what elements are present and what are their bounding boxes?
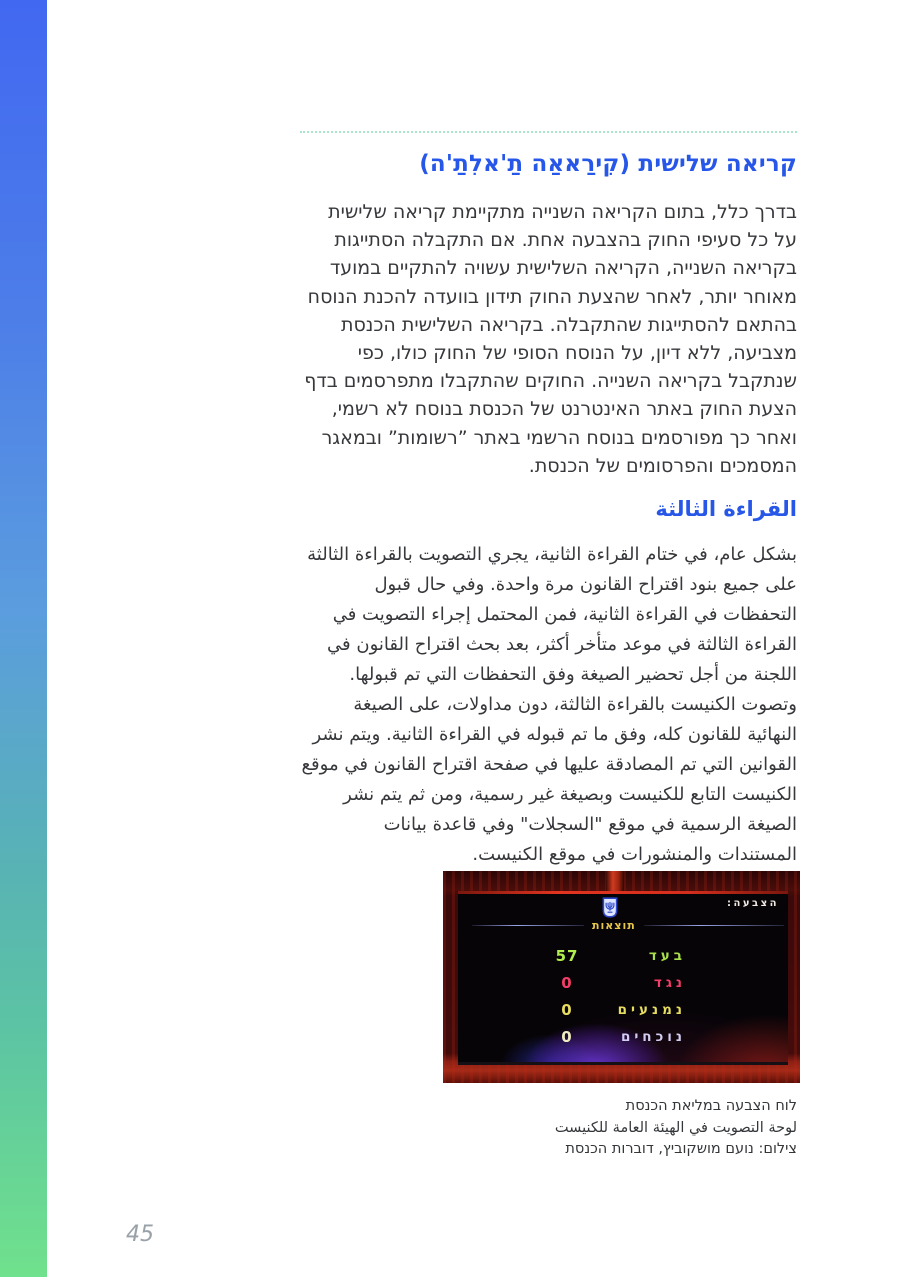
caption-line-hebrew: לוח הצבעה במליאת הכנסת xyxy=(625,1098,797,1114)
result-value-abstain: 0 xyxy=(561,1001,573,1019)
photo-red-pole xyxy=(606,871,624,893)
result-label-for: בעד xyxy=(648,948,686,964)
result-label-present: נוכחים xyxy=(620,1029,686,1045)
gradient-accent-bar xyxy=(0,0,47,1277)
result-label-abstain: נמנעים xyxy=(617,1002,686,1018)
results-line-left xyxy=(472,925,584,926)
arabic-section-heading: القراءة الثالثة xyxy=(655,497,797,521)
voting-board-screen xyxy=(458,891,788,1065)
vote-header-label: הצבעה: xyxy=(726,898,779,909)
results-title: תוצאות xyxy=(592,918,636,932)
hebrew-paragraph: בדרך כלל, בתום הקריאה השנייה מתקיימת קריאה שלישית על כל סעיפי החוק בהצבעה אחת. אם התקבלה הסתייגות בקריאה השנייה, הקריאה השלישית עשויה להתקיים במועד מאוחר יותר, לאחר שהצעת החוק תידון בוועדה להכנת הנוסח בהתאם להסתייגות שהתקבלה. בקריאה השלישית הכנסת מצביעה, ללא דיון, על הנוסח הסופי של החוק כולו, כפי שנתקבל בקריאה השנייה. החוקים שהתקבלו מתפרסמים בדף הצעת החוק באתר האינטרנט של הכנסת בנוסח לא רשמי, ואחר כך מפורסמים בנוסח הרשמי באתר ”רשומות” ובמאגר המסמכים והפרסומים של הכנסת. xyxy=(304,201,797,477)
results-title-row xyxy=(472,918,784,932)
results-line-right xyxy=(644,925,784,926)
dotted-separator xyxy=(300,131,797,133)
arabic-paragraph: بشكل عام، في ختام القراءة الثانية، يجري التصويت بالقراءة الثالثة على جميع بنود اقتراح القانون مرة واحدة. وفي حال قبول التحفظات في القراءة الثانية، فمن المحتمل إجراء التصويت في القراءة الثالثة في موعد متأخر أكثر، بعد بحث اقتراح القانون في اللجنة من أجل تحضير الصيغة وفق التحفظات التي تم قبولها. وتصوت الكنيست بالقراءة الثالثة، دون مداولات، على الصيغة النهائية للقانون كله، وفق ما تم قبوله في القراءة الثانية. ويتم نشر القوانين التي تم المصادقة عليها في صفحة اقتراح القانون في موقع الكنيست التابع للكنيست وبصيغة غير رسمية، ومن ثم يتم نشر الصيغة الرسمية في موقع "السجلات" وفي قاعدة بيانات المستندات والمنشورات في موقع الكنيست. xyxy=(301,544,797,865)
result-label-against: נגד xyxy=(653,975,686,991)
screen-top-stripe xyxy=(458,891,788,894)
results-table xyxy=(546,947,686,1046)
voting-board-photo xyxy=(443,871,800,1083)
photo-caption xyxy=(397,1096,797,1161)
result-value-for: 57 xyxy=(555,947,579,965)
caption-line-arabic: لوحة التصويت في الهيئة العامة للكنيست xyxy=(554,1119,797,1136)
page-number: 45 xyxy=(126,1222,154,1247)
result-value-present: 0 xyxy=(561,1028,573,1046)
result-value-against: 0 xyxy=(561,974,573,992)
hebrew-section-heading: קריאה שלישית (קִירַאאַה תַ'אלִתַ'ה) xyxy=(419,151,797,177)
caption-line-credit: צילום: נועם מושקוביץ, דוברות הכנסת xyxy=(565,1141,797,1157)
israel-state-emblem-icon xyxy=(602,897,618,918)
